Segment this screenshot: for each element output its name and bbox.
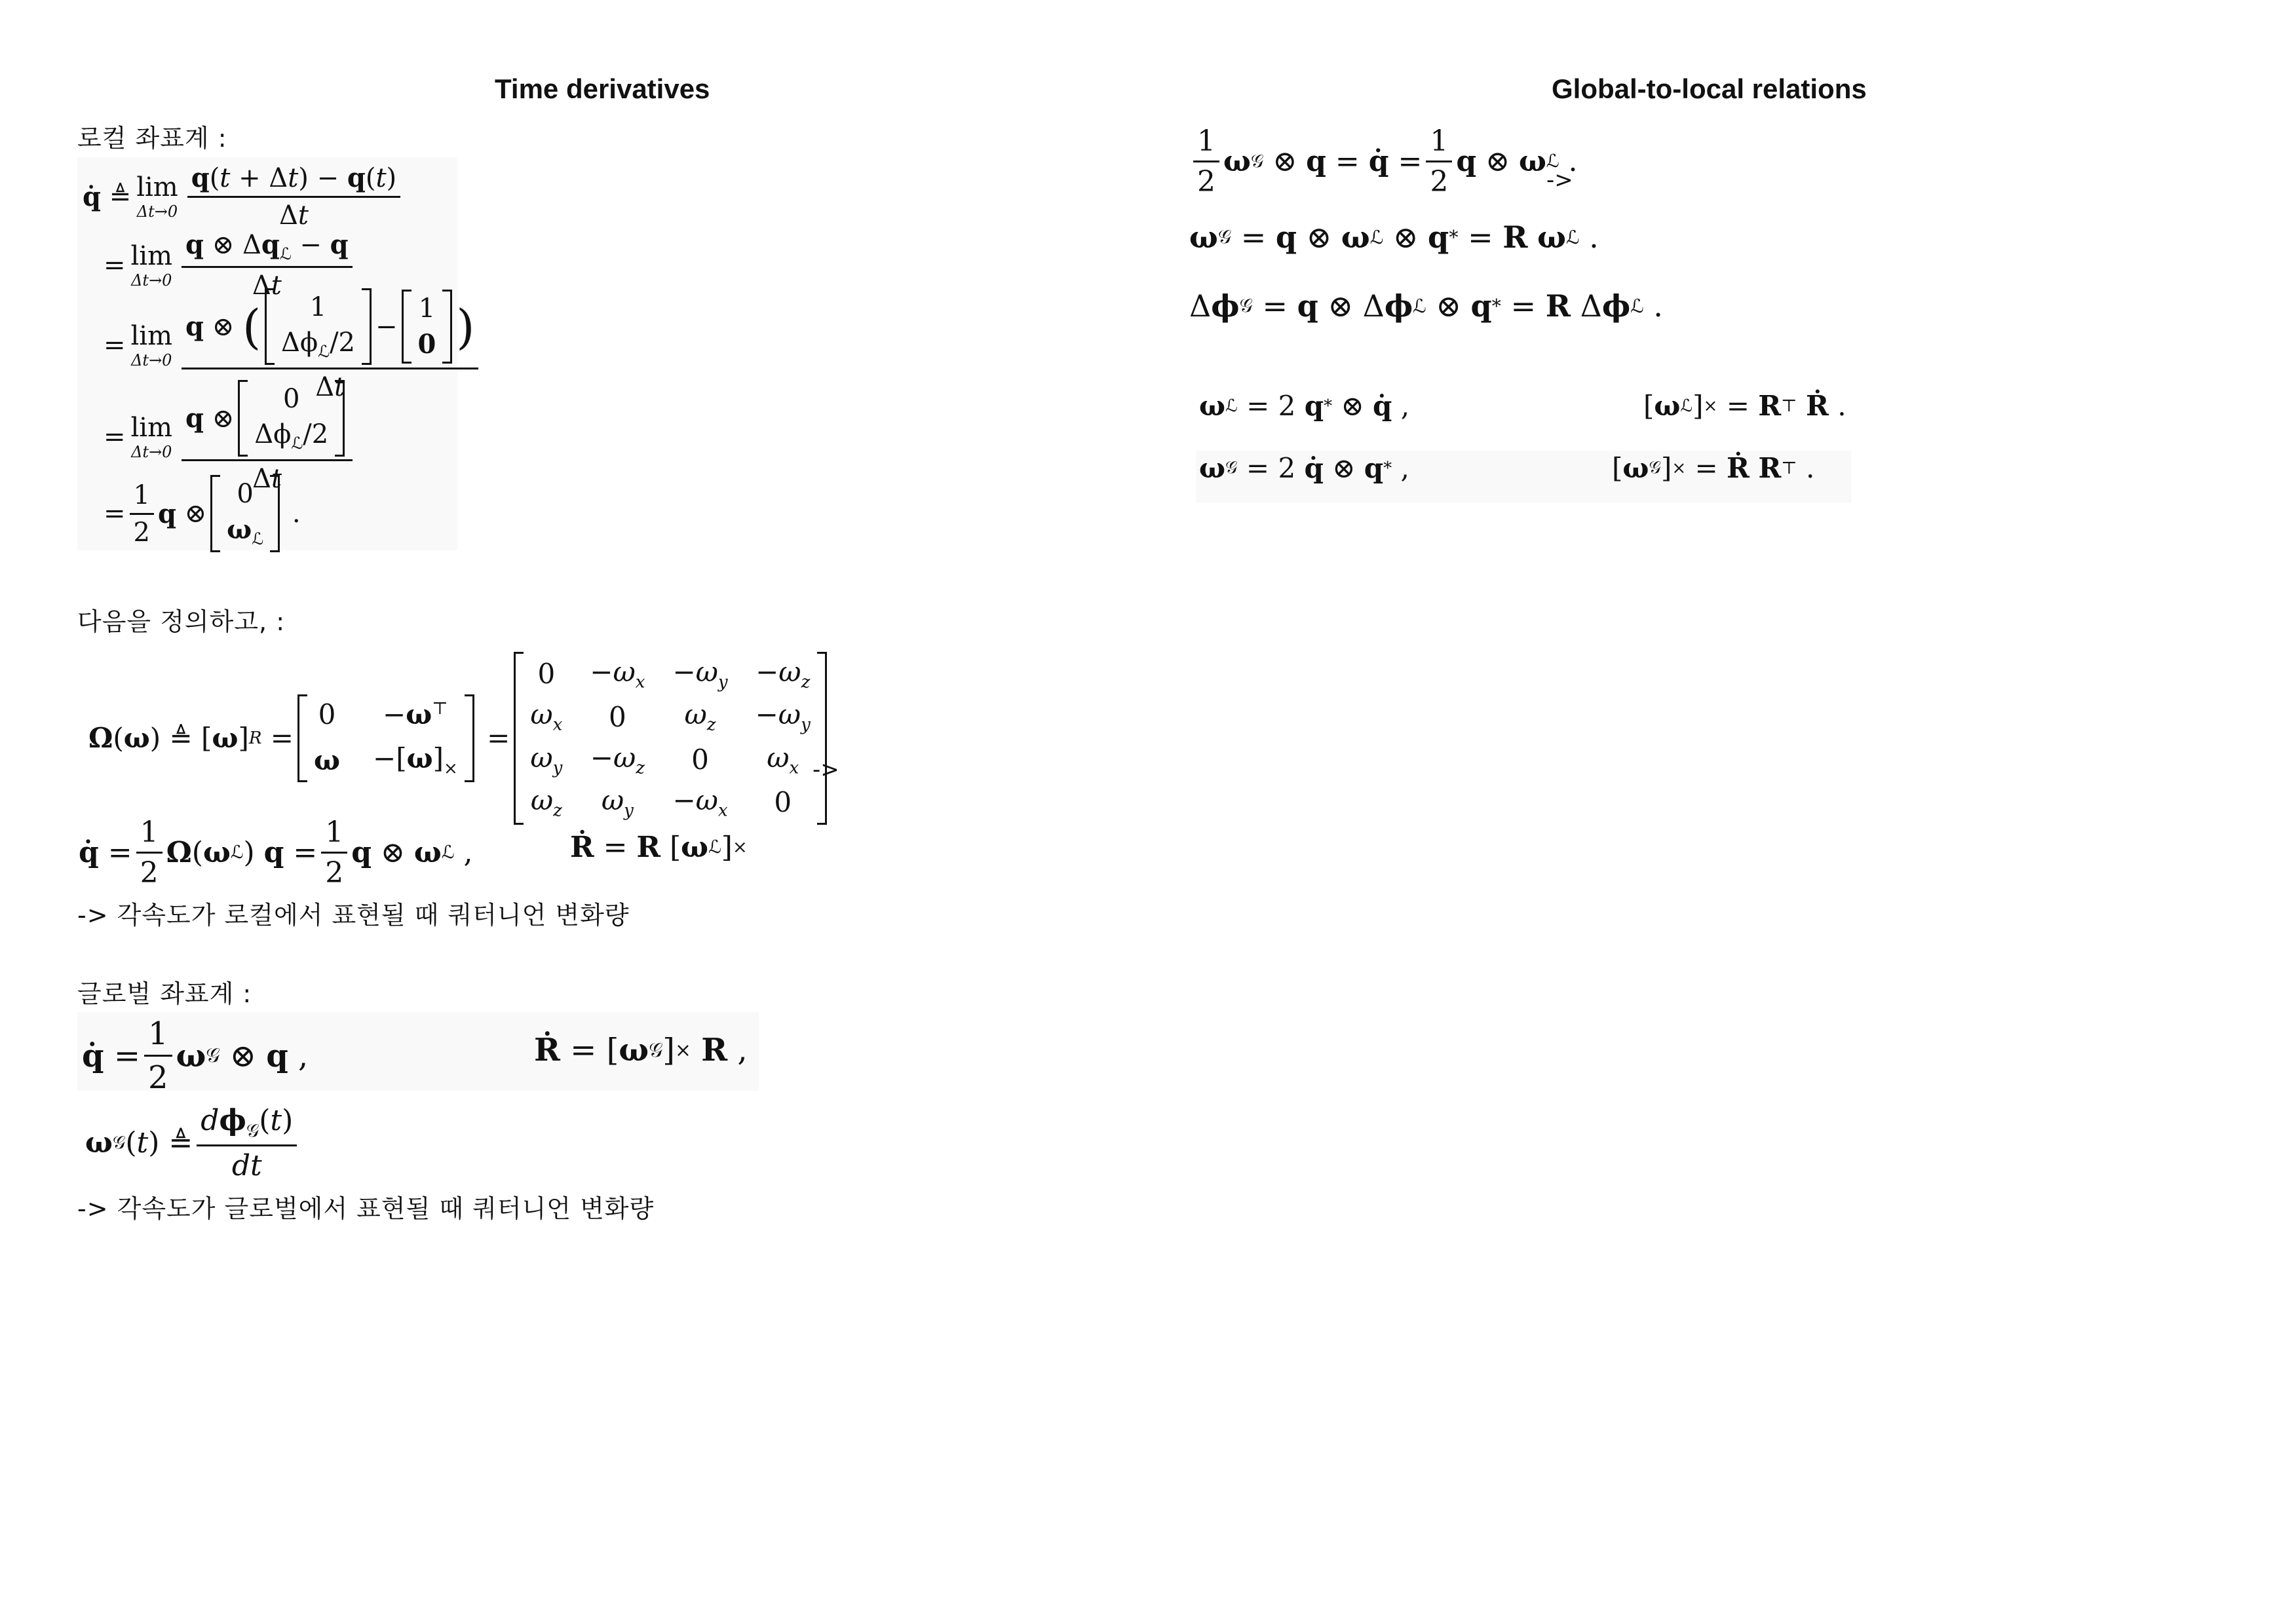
define-label: 다음을 정의하고, : (77, 607, 285, 636)
derivation-line-5: = $\frac{1}{2}$ q ⊗ 0 $\omega_ℒ$ . (104, 475, 301, 552)
derivation-line-3: = lim Δt→0 q ⊗ ( 1 $\Delta\phi_ℒ/2$ − 1 0 ) Δt (104, 288, 482, 402)
relation-omega-local-q: ω ℒ = 2 q * ⊗ q̇ , (1199, 390, 1410, 422)
global-qdot-equation: q̇ = $\frac{1}{2}$ ω 𝒢 ⊗ q , (82, 1015, 309, 1096)
omega-matrix-definition: Ω ( ω ) ≜ [ ω ] R = 0 −ω⊤ ω $-[\omega]_\times$ = 0 $-\omega_x$ $-\omega_y$ $-\omega_z$ $\omega_x$ 0 $\omega_z$ $-\omega_y$ $\omega_y$ $-\omega_z$ 0 $\omega_x$ $\omega_z$ $\omega_y$ $-\omega_x$ 0 (88, 652, 831, 825)
omega-global-definition: ω 𝒢 ( t ) ≜ $\frac{d\phi_𝒢(t)}{dt}$ (85, 1104, 301, 1182)
relation-delta-phi: Δ ϕ 𝒢 = q ⊗ Δ ϕ ℒ ⊗ q * = R Δ ϕ ℒ . (1189, 288, 1663, 324)
relation-omega-global-r: [ ω 𝒢 ] × = Ṙ R ⊤ . (1612, 452, 1815, 484)
time-derivatives-title: Time derivatives (495, 73, 710, 104)
global-rdot-equation: Ṙ = [ ω 𝒢 ] × R , (534, 1032, 748, 1068)
local-note: -> 각속도가 로컬에서 표현될 때 쿼터니언 변화량 (77, 901, 630, 930)
arrow-after-omega: -> (813, 757, 839, 783)
derivation-line-4: = lim Δt→0 q ⊗ 0 $\Delta\phi_ℒ/2$ Δt (104, 380, 356, 494)
global-to-local-title: Global-to-local relations (1552, 73, 1867, 104)
relation-omega-global: ω 𝒢 = q ⊗ ω ℒ ⊗ q * = R ω ℒ . (1189, 219, 1599, 255)
arrow-after-relation-1: -> (1546, 167, 1573, 193)
relation-omega-local-r: [ ω ℒ ] × = R ⊤ Ṙ . (1643, 390, 1846, 422)
local-derivation-block (77, 157, 475, 550)
relation-omega-global-q: ω 𝒢 = 2 q̇ ⊗ q * , (1199, 452, 1409, 484)
global-note: -> 각속도가 글로벌에서 표현될 때 쿼터니언 변화량 (77, 1194, 655, 1223)
global-frame-label: 글로벌 좌표계 : (77, 979, 252, 1008)
local-rdot-equation: Ṙ = R [ ω ℒ ] × (570, 831, 748, 864)
derivation-line-2: = lim Δt→0 $\frac{q \otimes \Delta q_ℒ - q}{\Delta t}$ (104, 229, 356, 301)
derivation-line-1: q̇ ≜ lim Δt→0 $\frac{q(t + \Delta t) - q(t)}{\Delta t}$ (83, 162, 404, 231)
relation-1: $\frac{1}{2}$ ω 𝒢 ⊗ q = q̇ = $\frac{1}{2}$ q ⊗ ω ℒ . (1189, 124, 1578, 198)
local-qdot-equation: q̇ = $\frac{1}{2}$ Ω ( ω ℒ ) q = $\frac{1}{2}$ q ⊗ ω ℒ , (79, 816, 473, 890)
skew-matrix-4x4: 0 $-\omega_x$ $-\omega_y$ $-\omega_z$ $\omega_x$ 0 $\omega_z$ $-\omega_y$ $\omega_y$ $-\omega_z$ 0 $\omega_x$ $\omega_z$ $\omega_y$ $-\omega_x$ 0 (514, 652, 826, 825)
block-matrix: 0 −ω⊤ ω $-[\omega]_\times$ (297, 694, 474, 782)
local-frame-label: 로컬 좌표계 : (77, 124, 227, 153)
